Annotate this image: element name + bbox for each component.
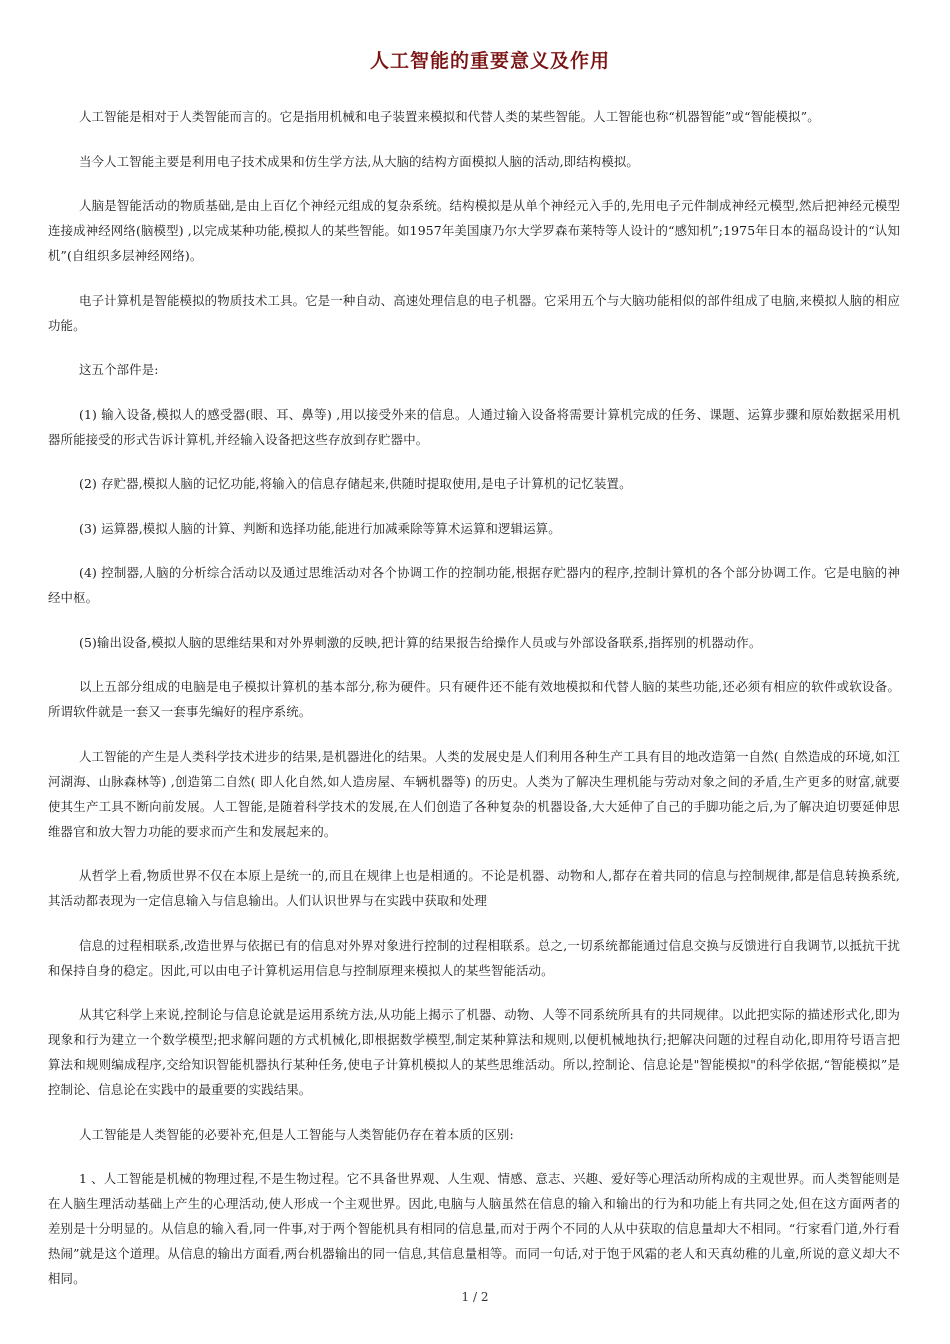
paragraph: 人脑是智能活动的物质基础,是由上百亿个神经元组成的复杂系统。结构模拟是从单个神经元入手的,先用电子元件制成神经元模型,然后把神经元模型连接成神经网络(脑模型) ,以完成某种功能,模拟人的某些智能。如1957年美国康乃尔大学罗森布莱特等人设计的“感知机”;1975年日本的福岛设计的“认知机”(自组织多层神经网络)。 [48, 198, 900, 263]
list-item-memory: (2) 存贮器,模拟人脑的记忆功能,将输入的信息存储起来,供随时提取使用,是电子计算机的记忆装置。 [79, 476, 632, 491]
paragraph: 从哲学上看,物质世界不仅在本原上是统一的,而且在规律上也是相通的。不论是机器、动物和人,都存在着共同的信息与控制规律,都是信息转换系统,其活动都表现为一定信息输入与信息输出。人们认识世界与在实践中获取和处理 [48, 868, 900, 908]
page-title: 人工智能的重要意义及作用 [369, 50, 610, 72]
paragraph: 这五个部件是: [79, 362, 159, 377]
list-item-output-device: (5)输出设备,模拟人脑的思维结果和对外界刺激的反映,把计算的结果报告给操作人员或与外部设备联系,指挥别的机器动作。 [79, 634, 762, 650]
paragraph: 1 、人工智能是机械的物理过程,不是生物过程。它不具备世界观、人生观、情感、意志、兴趣、爱好等心理活动所构成的主观世界。而人类智能则是在人脑生理活动基础上产生的心理活动,使人形成一个主观世界。因此,电脑与人脑虽然在信息的输入和输出的行为和功能上有共同之处,但在这方面两者的差别是十分明显的。从信息的输入看,同一件事,对于两个智能机具有相同的信息量,而对于两个不同的人从中获取的信息量却大不相同。“行家看门道,外行看热闹”就是这个道理。从信息的输出方面看,两台机器输出的同一信息,其信息量相等。而同一句话,对于饱于风霜的老人和天真幼稚的儿童,所说的意义却大不相同。 [48, 1171, 900, 1286]
list-item-arithmetic-unit: (3) 运算器,模拟人脑的计算、判断和选择功能,能进行加减乘除等算术运算和逻辑运算。 [79, 520, 561, 536]
document-body [48, 104, 900, 1311]
paragraph: 人工智能的产生是人类科学技术进步的结果,是机器进化的结果。人类的发展史是人们利用各种生产工具有目的地改造第一自然( 自然造成的环境,如江河湖海、山脉森林等) ,创造第二自然( 即人化自然,如人造房屋、车辆机器等) 的历史。人类为了解决生理机能与劳动对象之间的矛盾,生产更多的财富,就要使其生产工具不断向前发展。人工智能,是随着科学技术的发展,在人们创造了各种复杂的机器设备,大大延伸了自己的手脚功能之后,为了解决迫切要延伸思维器官和放大智力功能的要求而产生和发展起来的。 [48, 748, 900, 839]
paragraph: 信息的过程相联系,改造世界与依据已有的信息对外界对象进行控制的过程相联系。总之,一切系统都能通过信息交换与反馈进行自我调节,以抵抗干扰和保持自身的稳定。因此,可以由电子计算机运用信息与控制原理来模拟人的某些智能活动。 [48, 937, 900, 978]
paragraph: 人工智能是相对于人类智能而言的。它是指用机械和电子装置来模拟和代替人类的某些智能。人工智能也称“机器智能”或“智能模拟”。 [79, 109, 820, 124]
paragraph: 以上五部分组成的电脑是电子模拟计算机的基本部分,称为硬件。只有硬件还不能有效地模拟和代替人脑的某些功能,还必须有相应的软件或软设备。所谓软件就是一套又一套事先编好的程序系统。 [48, 679, 900, 719]
paragraph: 从其它科学上来说,控制论与信息论就是运用系统方法,从功能上揭示了机器、动物、人等不同系统所具有的共同规律。以此把实际的描述形式化,即为现象和行为建立一个数学模型;把求解问题的方式机械化,即根据数学模型,制定某种算法和规则,以便机械地执行;把解决问题的过程自动化,即用符号语言把算法和规则编成程序,交给知识智能机器执行某种任务,使电子计算机模拟人的某些思维活动。所以,控制论、信息论是"智能模拟"的科学依据,“智能模拟”是控制论、信息论在实践中的最重要的实践结果。 [48, 1007, 900, 1097]
list-item-input-device: (1) 输入设备,模拟人的感受器(眼、耳、鼻等) ,用以接受外来的信息。人通过输入设备将需要计算机完成的任务、课题、运算步骤和原始数据采用机器所能接受的形式告诉计算机,并经输入设备把这些存放到存贮器中。 [48, 406, 900, 447]
list-item-controller: (4) 控制器,人脑的分析综合活动以及通过思维活动对各个协调工作的控制功能,根据存贮器内的程序,控制计算机的各个部分协调工作。它是电脑的神经中枢。 [48, 565, 900, 605]
page-number: 1 / 2 [461, 1290, 489, 1304]
paragraph: 人工智能是人类智能的必要补充,但是人工智能与人类智能仍存在着本质的区别: [79, 1126, 514, 1142]
paragraph: 当今人工智能主要是利用电子技术成果和仿生学方法,从大脑的结构方面模拟人脑的活动,即结构模拟。 [79, 153, 639, 169]
paragraph: 电子计算机是智能模拟的物质技术工具。它是一种自动、高速处理信息的电子机器。它采用五个与大脑功能相似的部件组成了电脑,来模拟人脑的相应功能。 [48, 292, 900, 333]
